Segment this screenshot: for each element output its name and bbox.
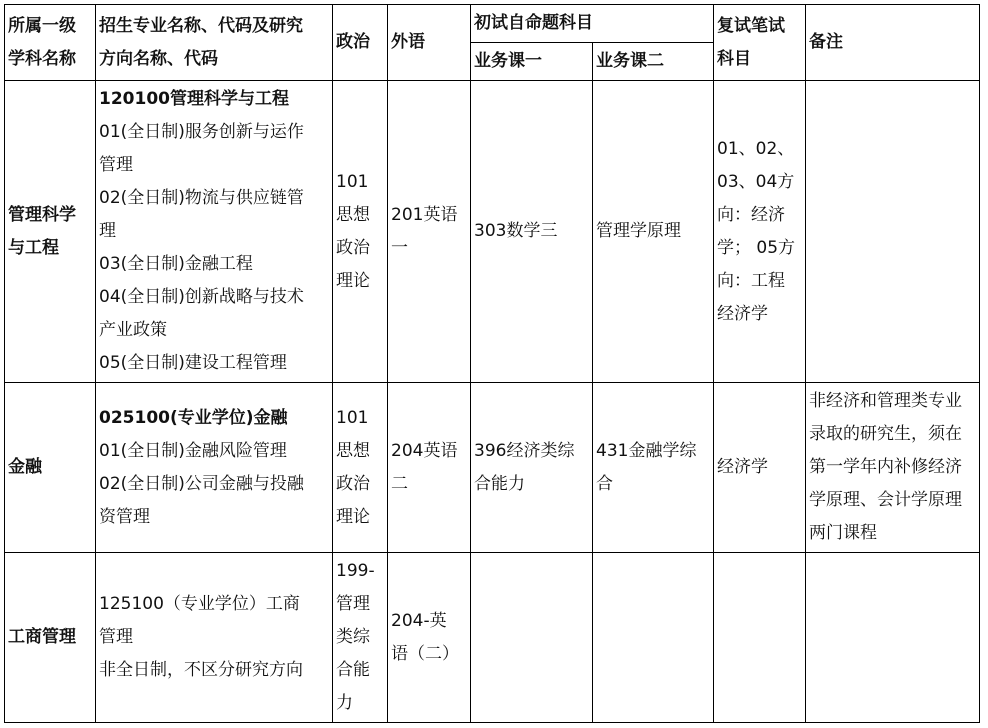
discipline-cell [5,383,96,553]
remarks-line: 两门课程 [809,523,877,543]
language-line: 204英语 [391,440,458,461]
retest-line: 经济学 [717,303,768,324]
course1-cell [471,81,593,383]
language-line: 一 [391,237,408,258]
major-line: 资管理 [99,506,150,527]
course2-line: 合 [596,473,613,494]
header-discipline-line: 学科名称 [8,48,76,69]
retest-line: 03、04方 [717,171,795,192]
remarks-cell [806,553,980,723]
language-cell [388,383,471,553]
major-cell [96,383,333,553]
politics-cell [333,81,388,383]
politics-line: 力 [336,693,353,713]
course1-line: 396经济类综 [474,440,575,461]
table-row [5,553,980,723]
header-retest-line: 复试笔试 [717,15,785,36]
header-course1: 业务课一 [471,43,593,81]
major-line: 125100（专业学位）工商 [99,594,300,614]
retest-line: 经济学 [717,457,768,477]
discipline-line: 管理科学 [8,204,76,225]
remarks-line: 非经济和管理类专业 [809,391,962,411]
major-line: 05(全日制)建设工程管理 [99,353,287,373]
major-line: 非全日制，不区分研究方向 [99,660,303,680]
header-remarks: 备注 [806,5,980,81]
discipline-cell [5,553,96,723]
remarks-line: 学原理、会计学原理 [809,490,962,510]
major-line: 产业政策 [99,320,167,340]
major-line: 04(全日制)创新战略与技术 [99,287,304,307]
politics-line: 199- [336,561,375,581]
table-row [5,81,980,383]
language-cell [388,553,471,723]
language-line: 语（二） [391,643,459,664]
politics-line: 101 [336,407,369,428]
table-container [4,4,980,723]
header-discipline-line: 所属一级 [8,15,76,36]
discipline-cell [5,81,96,383]
politics-line: 类综 [336,627,370,647]
header-course2: 业务课二 [593,43,714,81]
header-major-line: 招生专业名称、代码及研究 [99,15,303,36]
remarks-line: 第一学年内补修经济 [809,457,962,477]
retest-line: 01、02、 [717,138,795,159]
course2-cell [593,553,714,723]
major-title: 120100管理科学与工程 [99,89,289,109]
remarks-cell [806,81,980,383]
retest-line: 向：工程 [717,270,785,291]
major-line: 02(全日制)公司金融与投融 [99,473,304,494]
major-line: 01(全日制)服务创新与运作 [99,122,304,142]
header-exam-group: 初试自命题科目 [471,5,714,43]
politics-line: 政治 [336,237,370,258]
politics-line: 思想 [336,204,370,225]
table-row [5,383,980,553]
major-line: 01(全日制)金融风险管理 [99,440,287,461]
course2-cell [593,383,714,553]
politics-cell [333,553,388,723]
remarks-cell [806,383,980,553]
course1-line: 合能力 [474,473,525,494]
politics-line: 合能 [336,660,370,680]
language-line: 二 [391,473,408,494]
major-line: 理 [99,221,116,241]
retest-cell [714,81,806,383]
retest-line: 学； 05方 [717,237,796,258]
politics-line: 理论 [336,506,370,527]
admissions-table [4,4,980,723]
header-major [96,5,333,81]
remarks-line: 录取的研究生，须在 [809,424,962,444]
header-language: 外语 [388,5,471,81]
header-retest [714,5,806,81]
major-line: 03(全日制)金融工程 [99,254,253,274]
header-major-line: 方向名称、代码 [99,48,218,69]
discipline-line: 金融 [8,457,42,477]
course2-cell [593,81,714,383]
politics-line: 政治 [336,473,370,494]
course1-cell [471,553,593,723]
header-politics: 政治 [333,5,388,81]
major-line: 02(全日制)物流与供应链管 [99,188,304,208]
retest-cell [714,553,806,723]
course2-line: 431金融学综 [596,440,697,461]
politics-line: 理论 [336,270,370,291]
politics-line: 管理 [336,594,370,614]
language-line: 204-英 [391,610,447,631]
politics-line: 101 [336,171,369,192]
major-cell [96,81,333,383]
course1-cell [471,383,593,553]
language-cell [388,81,471,383]
major-title: 025100(专业学位)金融 [99,407,288,428]
major-cell [96,553,333,723]
major-line: 管理 [99,155,133,175]
politics-cell [333,383,388,553]
discipline-line: 工商管理 [8,627,76,647]
course2-line: 管理学原理 [596,221,681,241]
language-line: 201英语 [391,204,458,225]
politics-line: 思想 [336,440,370,461]
retest-line: 向：经济 [717,204,785,225]
course1-line: 303数学三 [474,221,558,241]
header-discipline [5,5,96,81]
header-retest-line: 科目 [717,48,751,69]
major-line: 管理 [99,627,133,647]
header-row-1 [5,5,980,43]
discipline-line: 与工程 [8,237,59,258]
retest-cell [714,383,806,553]
